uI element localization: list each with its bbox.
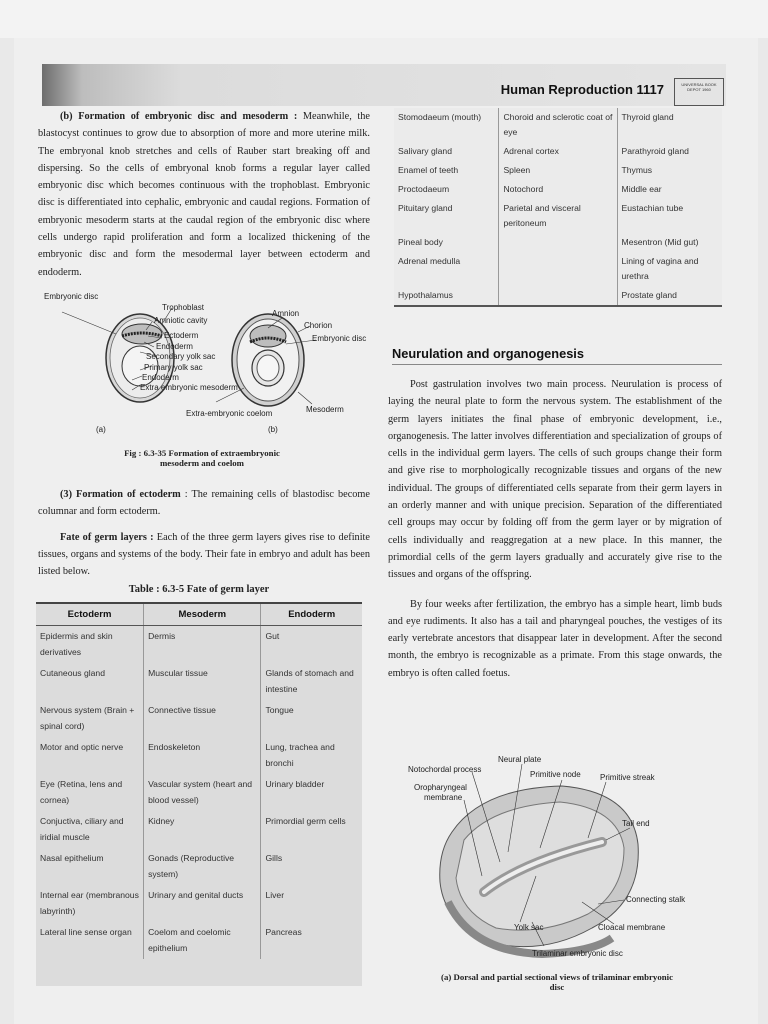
label-membrane: membrane [424, 793, 463, 802]
table-cell: Primordial germ cells [261, 811, 362, 848]
organ-cell: Middle ear [617, 180, 722, 199]
label-cloacal-membrane: Cloacal membrane [598, 923, 666, 932]
section-b-paragraph [38, 108, 370, 281]
label-ectoderm: Ectoderm [164, 331, 199, 340]
table-row [36, 885, 362, 922]
organ-row [394, 142, 722, 161]
label-primitive-node: Primitive node [530, 770, 581, 779]
label-mesoderm: Mesoderm [306, 405, 344, 414]
section-rule [392, 364, 722, 365]
table-row [36, 774, 362, 811]
label-amniotic-cavity: Amniotic cavity [154, 316, 208, 325]
label-extra-embryonic-mesoderm: Extra embryonic mesoderm [140, 383, 238, 392]
germ-table-body [36, 626, 362, 960]
table-cell: Kidney [144, 811, 261, 848]
label-secondary-yolk-sac: Secondary yolk sac [146, 352, 216, 361]
organ-cell: Salivary gland [398, 146, 452, 156]
table-cell: Connective tissue [144, 700, 261, 737]
paragraph-2: By four weeks after fertilization, the embryo has a simple heart, limb buds and eye rudiments. It also has a tail and pharyngeal pouches, the vestiges of its early vertebrate ancestors that disappear later in development. After the second month, the embryo is recognizable as a primate. From this stage onwards, the embryo is often called foetus. [388, 598, 722, 679]
section-3-paragraph [38, 486, 370, 521]
figure-1-caption [36, 448, 368, 468]
table-cell: Lung, trachea and bronchi [261, 737, 362, 774]
table-row [36, 700, 362, 737]
label-notochordal-process: Notochordal process [408, 765, 482, 774]
table-row [36, 626, 362, 664]
table-cell: Coelom and coelomic epithelium [144, 922, 261, 959]
figure-1-caption-line1: Fig : 6.3-35 Formation of extraembryonic [124, 448, 280, 458]
organ-cell: Mesentron (Mid gut) [617, 233, 722, 252]
label-embryonic-disc-b: Embryonic disc [312, 334, 367, 343]
organ-row [394, 233, 722, 252]
publisher-logo: UNIVERSAL BOOK DEPOT 1960 [674, 78, 724, 106]
organ-cell: Adrenal cortex [499, 142, 617, 161]
organ-cell: Parathyroid gland [617, 142, 722, 161]
header-endoderm: Endoderm [261, 603, 362, 626]
table-cell: Urinary bladder [261, 774, 362, 811]
organ-cell [499, 286, 617, 306]
header-ectoderm: Ectoderm [36, 603, 144, 626]
label-trophoblast: Trophoblast [162, 303, 204, 312]
label-amnion: Amnion [272, 309, 300, 318]
label-endoderm: Endoderm [156, 342, 193, 351]
label-yolk-sac: Yolk sac [514, 923, 544, 932]
table-cell: Gonads (Reproductive system) [144, 848, 261, 885]
table-cell: Cutaneous gland [40, 668, 105, 678]
table-row [36, 663, 362, 700]
organ-cell [499, 233, 617, 252]
organ-cell: Pineal body [398, 237, 443, 247]
table-cell: Muscular tissue [144, 663, 261, 700]
section-title: Neurulation and organogenesis [392, 346, 584, 361]
organ-cell: Enamel of teeth [398, 165, 459, 175]
organ-row [394, 180, 722, 199]
organ-row [394, 108, 722, 142]
organ-row [394, 286, 722, 306]
organ-cell: Pituitary gland [398, 203, 453, 213]
organ-cell: Choroid and sclerotic coat of eye [499, 108, 617, 142]
label-connecting-stalk: Connecting stalk [626, 895, 686, 904]
table-cell: Pancreas [261, 922, 362, 959]
section-b-body: Meanwhile, the blastocyst continues to grow due to absorption of more and more uterine milk. The embryonal knob stretches and cells of Rauber start breaking off and dispersing. So the cells of embryonal knob forms a regular layer called embryonic disc which becomes continuous with the trophoblast. Embryonic disc is differentiated into cephalic, embryonic and caudal regions. Formation of embryonic mesoderm starts at the caudal region of the embryonic disc where cells undergo rapid proliferation and form a localized thickening of the embryonic disc and form the mesodermal layer between ectoderm and endoderm. [38, 111, 370, 278]
label-primary-yolk-sac: Primary yolk sac [144, 363, 203, 372]
table-row [36, 848, 362, 885]
organ-cell: Proctodaeum [398, 184, 450, 194]
organ-cell: Eustachian tube [617, 199, 722, 233]
organ-cell: Parietal and visceral peritoneum [499, 199, 617, 233]
top-margin [0, 0, 768, 38]
figure-2-caption [392, 972, 722, 992]
panel-a-label: (a) [96, 425, 106, 434]
table-cell: Conjuctiva, ciliary and iridial muscle [40, 816, 124, 842]
organ-cell: Prostate gland [617, 286, 722, 306]
organ-cell: Thyroid gland [617, 108, 722, 142]
organ-cell: Stomodaeum (mouth) [398, 112, 482, 122]
organ-cell: Adrenal medulla [398, 256, 461, 266]
table-cell: Liver [261, 885, 362, 922]
table-cell: Nasal epithelium [40, 853, 104, 863]
fate-body: Each of the three germ layers gives rise to definite tissues, organs and systems of the body. Their fate in embryo and adult has been listed below. [38, 531, 370, 578]
label-extra-embryonic-coelom: Extra-embryonic coelom [186, 409, 273, 418]
table-cell: Vascular system (heart and blood vessel) [144, 774, 261, 811]
table-row [36, 922, 362, 959]
table-cell: Nervous system (Brain + spinal cord) [40, 705, 135, 731]
label-primitive-streak: Primitive streak [600, 773, 655, 782]
table-cell: Eye (Retina, lens and cornea) [40, 779, 123, 805]
organ-cell: Spleen [499, 161, 617, 180]
label-oropharyngeal: Oropharyngeal [414, 783, 467, 792]
table-cell: Dermis [144, 626, 261, 664]
section-b-title: (b) Formation of embryonic disc and mesoderm : [60, 111, 298, 122]
organ-table-body [394, 108, 722, 306]
table-cell: Internal ear (membranous labyrinth) [40, 890, 139, 916]
label-embryonic-disc-a: Embryonic disc [44, 292, 99, 301]
running-head: Human Reproduction 1117 [500, 82, 664, 97]
organ-table [394, 108, 722, 307]
table-cell: Motor and optic nerve [40, 742, 124, 752]
panel-b-label: (b) [268, 425, 278, 434]
table-row [36, 737, 362, 774]
figure-2-caption-line1: (a) Dorsal and partial sectional views of trilaminar embryonic [441, 972, 673, 982]
organ-cell: Notochord [499, 180, 617, 199]
table-cell: Glands of stomach and intestine [261, 663, 362, 700]
figure-2-caption-line2: disc [549, 982, 565, 992]
table-cell: Gills [261, 848, 362, 885]
table-title: Table : 6.3-5 Fate of germ layer [128, 584, 270, 595]
neurulation-text [388, 376, 722, 682]
table-cell: Urinary and genital ducts [144, 885, 261, 922]
germ-layer-table-wrap [36, 602, 362, 986]
table-cell: Gut [261, 626, 362, 664]
table-cell: Lateral line sense organ [40, 927, 132, 937]
label-tail-end: Tail end [622, 819, 650, 828]
figure-extraembryonic-mesoderm [36, 290, 370, 440]
organ-cell: Lining of vagina and urethra [617, 252, 722, 286]
table-cell: Tongue [261, 700, 362, 737]
organ-cell: Thymus [617, 161, 722, 180]
label-chorion: Chorion [304, 321, 333, 330]
label-trilaminar-disc: Trilaminar embryonic disc [532, 949, 623, 958]
organ-row [394, 199, 722, 233]
table-row [36, 811, 362, 848]
fate-title: Fate of germ layers : [60, 531, 154, 543]
header-mesoderm: Mesoderm [144, 603, 261, 626]
section-3-body: : The remaining cells of blastodisc become columnar and form ectoderm. [38, 489, 370, 518]
left-column [38, 108, 370, 281]
figure-trilaminar-disc [392, 752, 722, 968]
fate-paragraph [38, 529, 370, 581]
table-cell: Endoskeleton [144, 737, 261, 774]
organ-cell [499, 252, 617, 286]
germ-layer-table [36, 602, 362, 959]
figure-1-caption-line2: mesoderm and coelom [159, 458, 245, 468]
section-3-title: (3) Formation of ectoderm [60, 489, 181, 500]
label-endoderm-2: Endoderm [142, 373, 179, 382]
label-neural-plate: Neural plate [498, 755, 542, 764]
organ-cell: Hypothalamus [394, 286, 499, 306]
organ-row [394, 161, 722, 180]
ectoderm-section [38, 486, 370, 580]
organ-row [394, 252, 722, 286]
table-cell: Epidermis and skin derivatives [40, 631, 113, 657]
paragraph-1: Post gastrulation involves two main process. Neurulation is process of laying the neural plate to form the nervous system. The establishment of the germ layers initiates the final phase of embryonic development, i.e., organogenesis. The latter involves differentiation and specialization of groups of cells in the individual germ layers. The cells of such groups change their form and give rise to morphologically recognizable tissues and organs of the new individual. The groups of differentiated cells separate from their germ layers in an orderly manner and with unique precision. Separation of the differentiated cell groups may occur by folding off from the germ layer or by migration of cells individually and reaggregation at a new place. In this manner, the primordial cells of the germ layers gradually and accurately give rise to the tissues and organs of the offspring. [388, 379, 722, 581]
